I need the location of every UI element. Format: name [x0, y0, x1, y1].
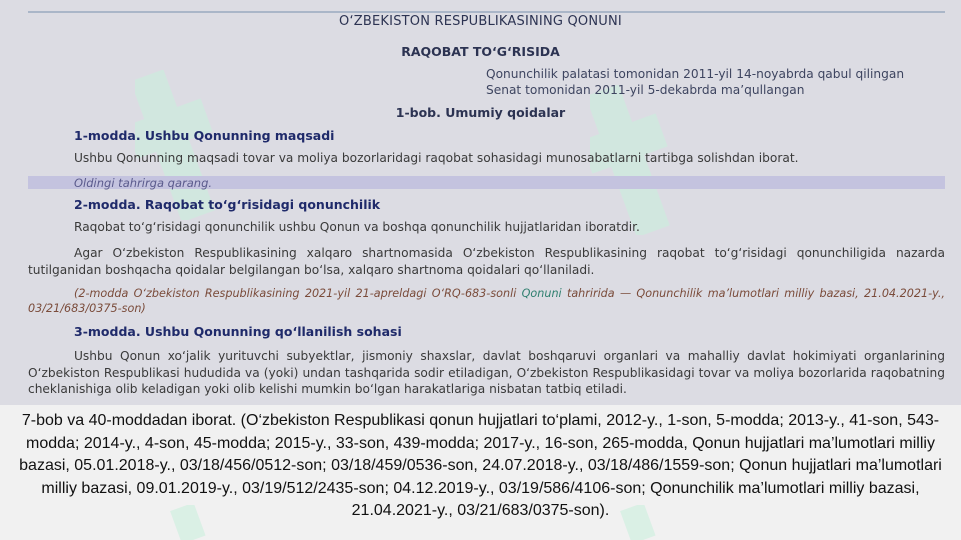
header-title: O‘ZBEKISTON RESPUBLIKASINING QONUNI [339, 14, 622, 29]
chapter-heading: 1-bob. Umumiy qoidalar [395, 105, 566, 120]
article-3-title: 3-modda. Ushbu Qonunning qo‘llanilish sohasi [74, 324, 402, 339]
article-2-text-2: Agar O‘zbekiston Respublikasining xalqaro shartnomasida O‘zbekiston Respublikasining raqobat to‘g‘risidagi qonunchiligida nazarda tutilganidan boshqacha qoidalar belgilangan bo‘lsa, xalqaro shartnoma qoidalari qo‘llaniladi. [28, 246, 945, 277]
article-2-title: 2-modda. Raqobat to‘g‘risidagi qonunchilik [74, 197, 381, 212]
caption-text: 7-bob va 40-moddadan iborat. (O‘zbekiston Respublikasi qonun hujjatlari to‘plami, 2012-y., 1-son, 5-modda; 2013-y., 41-son, 543-modda; 2014-y., 4-son, 45-modda; 2015-y., 33-son, 439-modda; 2017-y., 16-son, 265-modda, Qonun hujjatlari ma’lumotlari milliy bazasi, 05.01.2018-y., 03/18/456/0512-son; 03/18/459/0536-son, 24.07.2018-y., 03/18/486/1559-son; Qonun hujjatlari ma’lumotlari milliy bazasi, 09.01.2019-y., 03/19/512/2435-son; 04.12.2019-y., 03/19/586/4106-son; Qonunchilik ma’lumotlari milliy bazasi, 21.04.2021-y., 03/21/683/0375-son). [19, 412, 942, 519]
article-3-text: Ushbu Qonun xo‘jalik yurituvchi subyektlar, jismoniy shaxslar, davlat boshqaruvi organlari va mahalliy davlat hokimiyati organlarining O‘zbekiston Respublikasi hududida va (yoki) undan tashqarida sodir etiladigan, O‘zbekiston Respublikasidagi tovar va moliya bozorlarida raqobatning cheklanishiga olib keladigan yoki olib kelishi mumkin bo‘lgan harakatlariga nisbatan tatbiq etiladi. [28, 349, 945, 396]
article-1-title: 1-modda. Ushbu Qonunning maqsadi [74, 128, 335, 143]
note-part-b: tahririda — Qonunchilik ma’lumotlari milliy bazasi, 21.04.2021-y., 03/21/683/0375-son) [28, 287, 945, 315]
approval-line: Senat tomonidan 2011-yil 5-dekabrda ma’qullangan [486, 83, 805, 97]
article-2-text-1: Raqobat to‘g‘risidagi qonunchilik ushbu Qonun va boshqa qonunchilik hujjatlaridan iboratdir. [74, 220, 640, 234]
top-divider [28, 11, 945, 13]
note-part-a: (2-modda O‘zbekiston Respublikasining 2021-yil 21-apreldagi O‘RQ-683-sonli [74, 287, 522, 300]
law-link[interactable]: Qonuni [521, 287, 562, 300]
article-1-text: Ushbu Qonunning maqsadi tovar va moliya bozorlaridagi raqobat sohasidagi munosabatlarni tartibga solishdan iborat. [74, 151, 799, 165]
law-title: RAQOBAT TO‘G‘RISIDA [401, 44, 560, 59]
adoption-line: Qonunchilik palatasi tomonidan 2011-yil 14-noyabrda qabul qilingan [486, 67, 905, 81]
previous-edition-link[interactable]: Oldingi tahrirga qarang. [74, 176, 213, 190]
article-2-note [28, 286, 945, 316]
